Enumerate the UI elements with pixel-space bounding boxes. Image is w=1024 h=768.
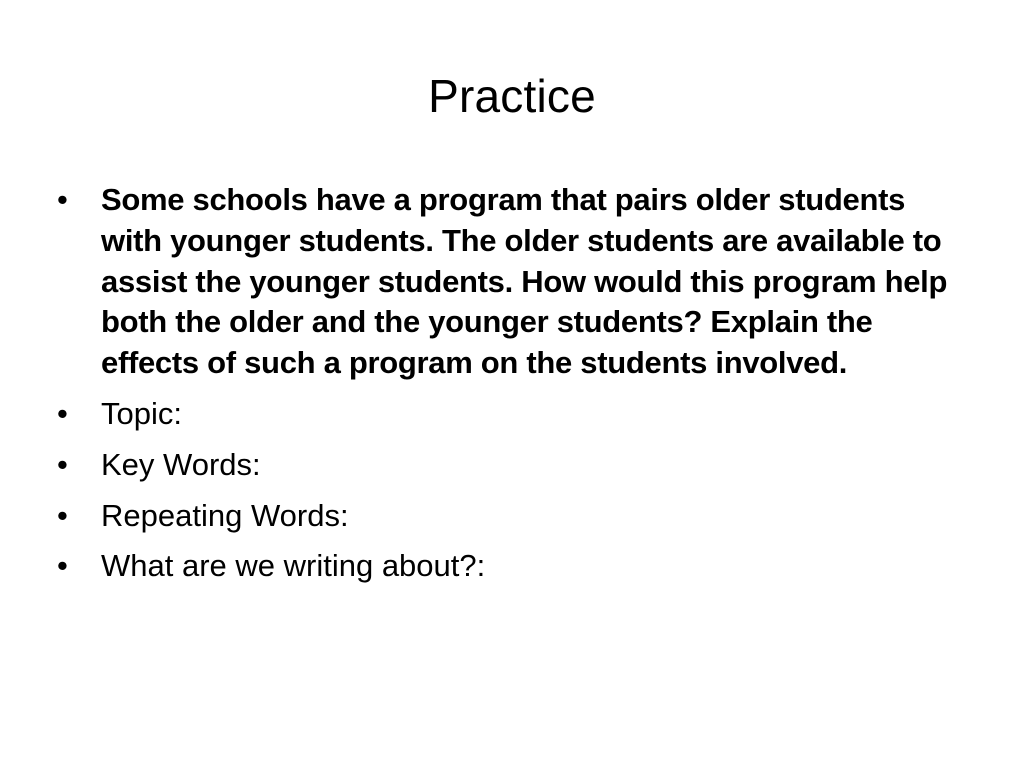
bullet-item-key-words bbox=[54, 445, 974, 486]
bullet-text-repeating-words: Repeating Words: bbox=[101, 497, 349, 533]
bullet-list bbox=[54, 180, 974, 587]
bullet-text-writing-about: What are we writing about?: bbox=[101, 548, 486, 584]
bullet-text-topic: Topic: bbox=[101, 395, 182, 431]
bullet-item-repeating-words bbox=[54, 496, 974, 537]
bullet-icon: • bbox=[57, 548, 68, 584]
slide-title: Practice bbox=[428, 70, 596, 122]
bullet-item-prompt bbox=[54, 180, 974, 384]
bullet-text-prompt: Some schools have a program that pairs older students with younger students. The older students are available to assist the younger students. How would this program help both the older and the younger students? Explain the effects of such a program on the students involved. bbox=[101, 182, 948, 381]
bullet-item-topic bbox=[54, 394, 974, 435]
bullet-icon: • bbox=[57, 182, 68, 217]
bullet-icon: • bbox=[57, 497, 68, 533]
bullet-item-writing-about bbox=[54, 546, 974, 587]
bullet-text-key-words: Key Words: bbox=[101, 446, 261, 482]
bullet-icon: • bbox=[57, 446, 68, 482]
bullet-icon: • bbox=[57, 395, 68, 431]
